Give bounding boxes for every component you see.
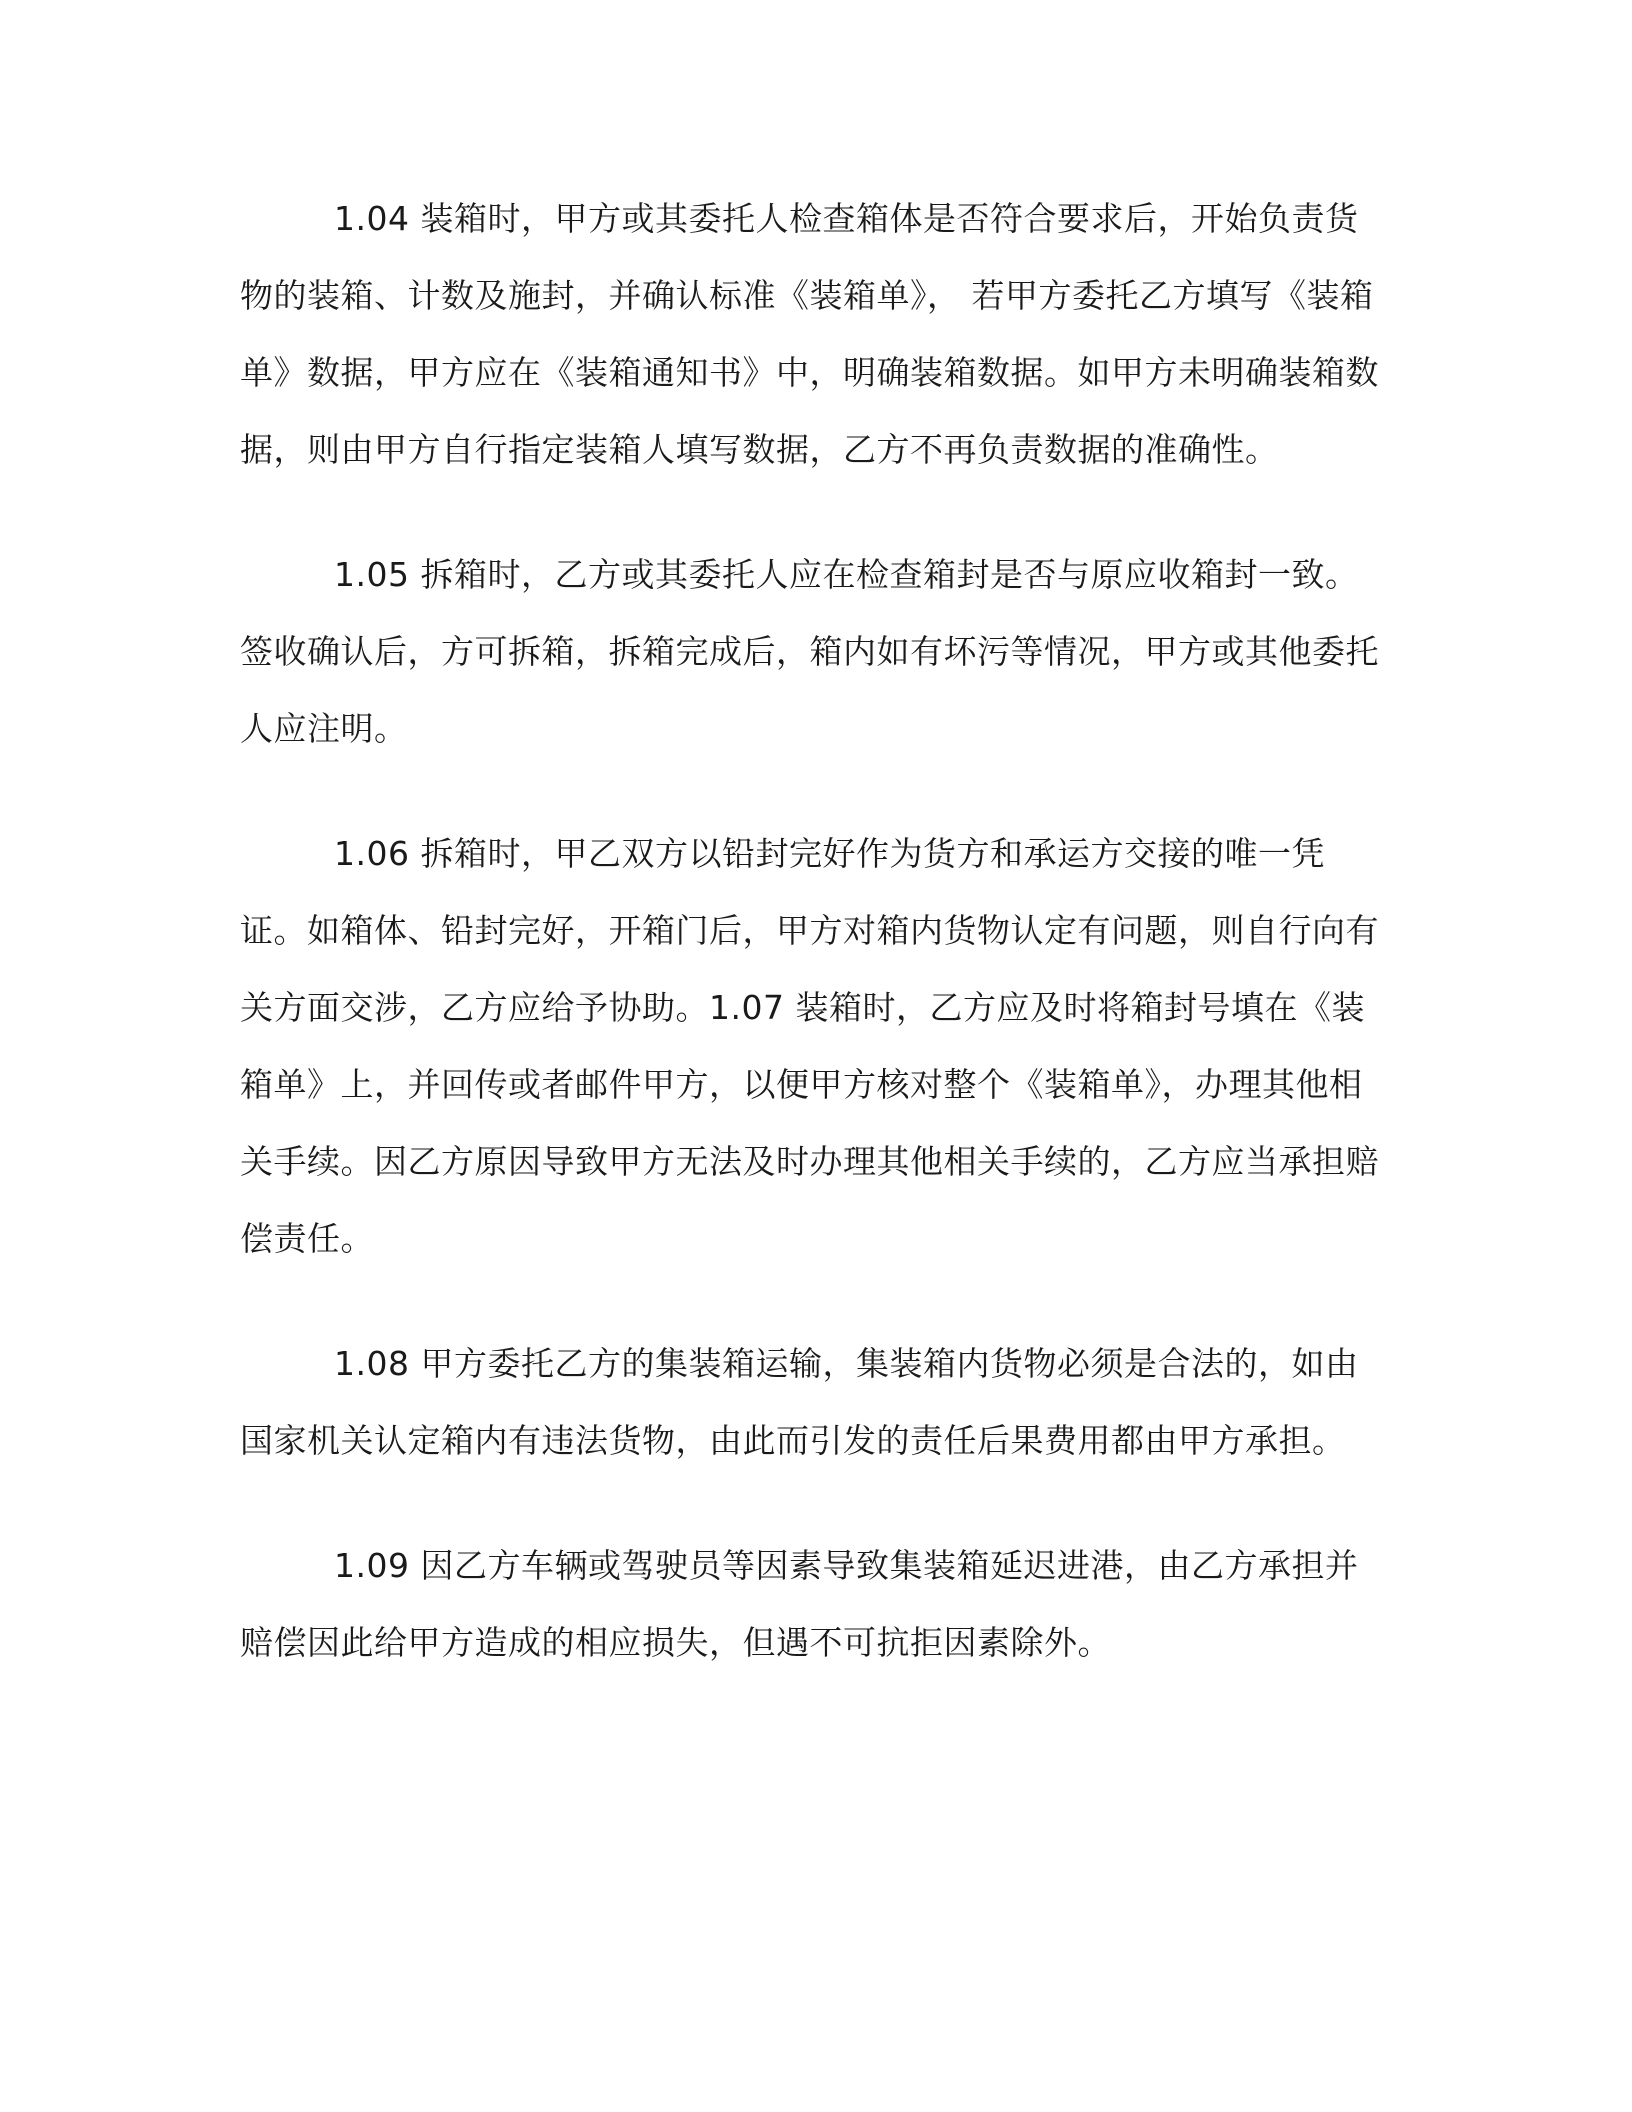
clause-1-04-paragraph: 1.04 装箱时，甲方或其委托人检查箱体是否符合要求后，开始负责货物的装箱、计数及施封，并确认标准《装箱单》， 若甲方委托乙方填写《装箱单》数据，甲方应在《装箱通知书》中，明确装箱数据。如甲方未明确装箱数据，则由甲方自行指定装箱人填写数据，乙方不再负责数据的准确性。 — [240, 199, 1379, 469]
clause-1-06-1-07-paragraph: 1.06 拆箱时，甲乙双方以铅封完好作为货方和承运方交接的唯一凭证。如箱体、铅封完好，开箱门后，甲方对箱内货物认定有问题，则自行向有关方面交涉，乙方应给予协助。1.07 装箱时，乙方应及时将箱封号填在《装箱单》上，并回传或者邮件甲方，以便甲方核对整个《装箱单》，办理其他相关手续。因乙方原因导致甲方无法及时办理其他相关手续的，乙方应当承担赔偿责任。 — [240, 834, 1379, 1258]
document-body — [240, 180, 1390, 1729]
clause-1-09-paragraph: 1.09 因乙方车辆或驾驶员等因素导致集装箱延迟进港，由乙方承担并赔偿因此给甲方造成的相应损失，但遇不可抗拒因素除外。 — [240, 1546, 1359, 1662]
clause-1-05-paragraph: 1.05 拆箱时，乙方或其委托人应在检查箱封是否与原应收箱封一致。签收确认后，方可拆箱，拆箱完成后，箱内如有坏污等情况，甲方或其他委托人应注明。 — [240, 555, 1379, 748]
clause-1-08-paragraph: 1.08 甲方委托乙方的集装箱运输，集装箱内货物必须是合法的，如由国家机关认定箱内有违法货物，由此而引发的责任后果费用都由甲方承担。 — [240, 1344, 1359, 1460]
